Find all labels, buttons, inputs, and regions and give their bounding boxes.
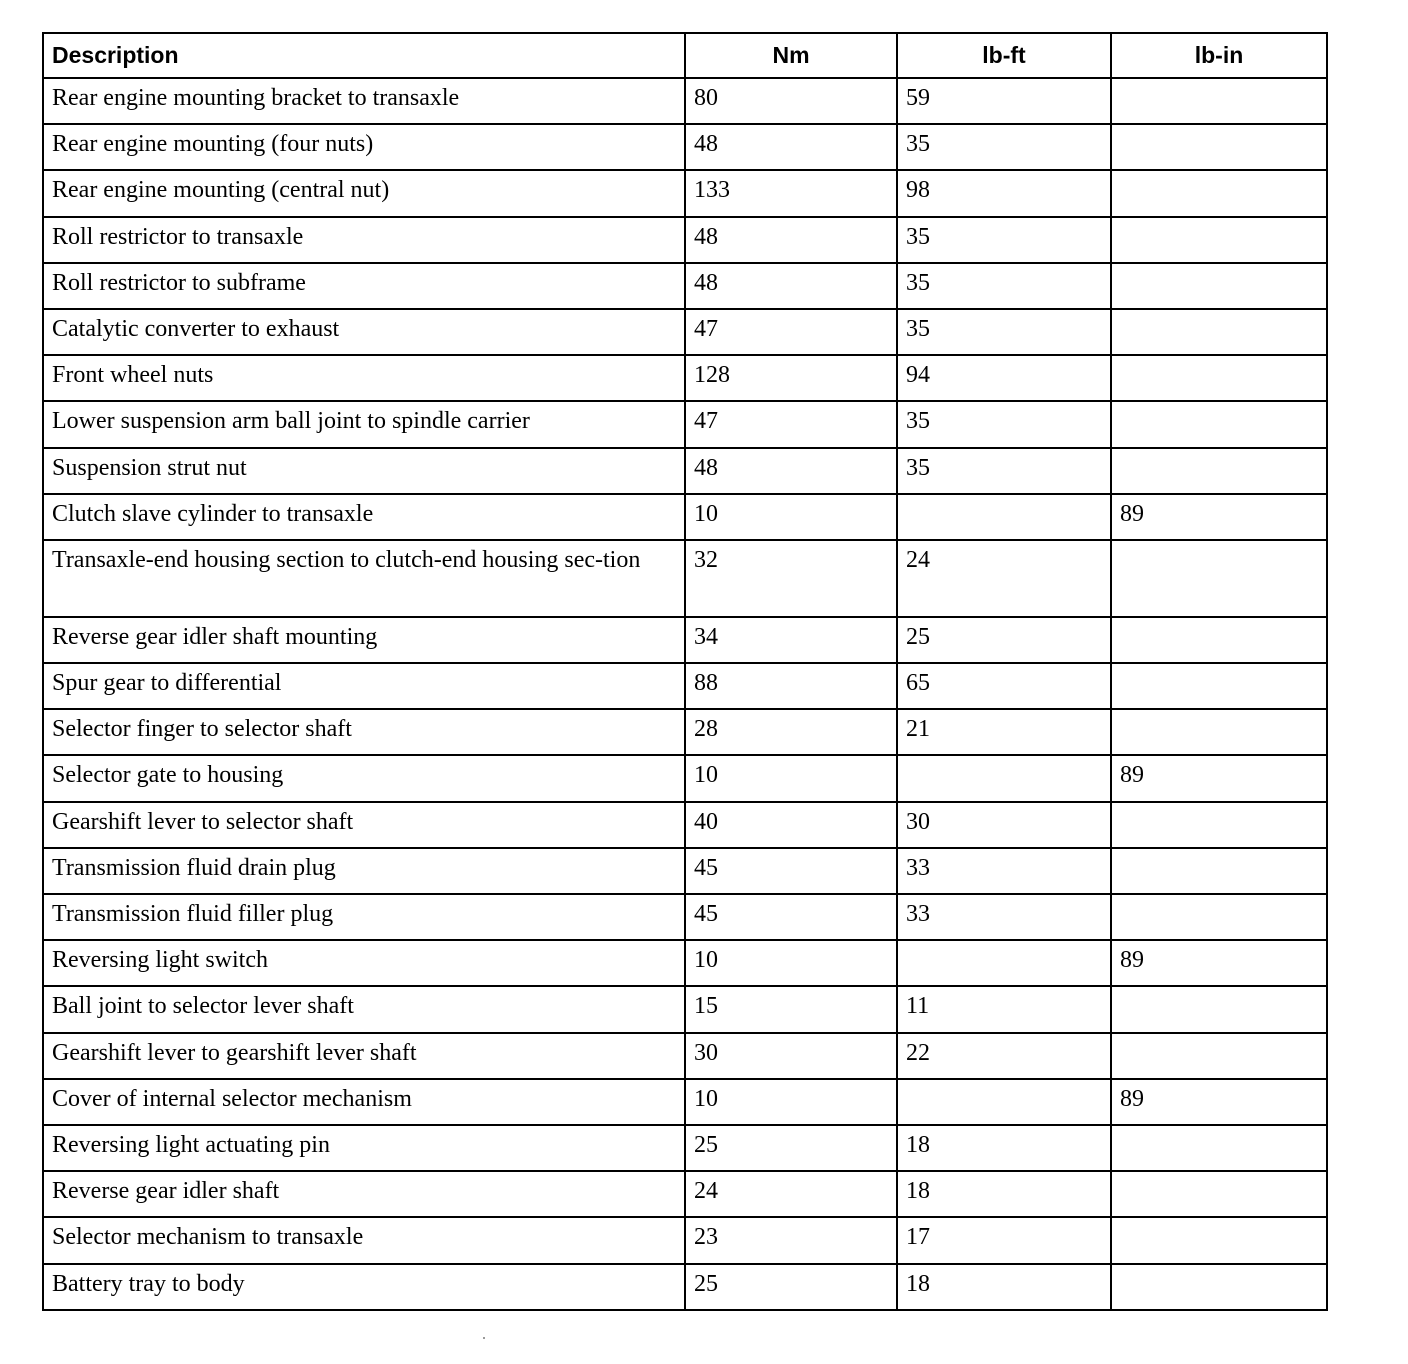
- lb-in-cell: 89: [1111, 755, 1327, 801]
- lb-ft-cell: 35: [897, 309, 1111, 355]
- lb-ft-cell: 65: [897, 663, 1111, 709]
- lb-ft-cell: 35: [897, 401, 1111, 447]
- description-cell: Reversing light actuating pin: [43, 1125, 685, 1171]
- table-row: [43, 1217, 1327, 1263]
- lb-in-cell: [1111, 170, 1327, 216]
- description-cell: Clutch slave cylinder to transaxle: [43, 494, 685, 540]
- nm-cell: 23: [685, 1217, 897, 1263]
- description-cell: Cover of internal selector mechanism: [43, 1079, 685, 1125]
- nm-cell: 80: [685, 78, 897, 124]
- table-row: [43, 802, 1327, 848]
- nm-cell: 25: [685, 1264, 897, 1310]
- table-row: [43, 894, 1327, 940]
- lb-ft-cell: 94: [897, 355, 1111, 401]
- table-row: [43, 986, 1327, 1032]
- lb-in-cell: [1111, 540, 1327, 617]
- nm-cell: 10: [685, 494, 897, 540]
- description-cell: Reversing light switch: [43, 940, 685, 986]
- table-row: [43, 309, 1327, 355]
- header-row: [43, 33, 1327, 78]
- table-row: [43, 448, 1327, 494]
- table-row: [43, 1171, 1327, 1217]
- description-cell: Transaxle-end housing section to clutch-end housing sec-tion: [43, 540, 685, 617]
- table-row: [43, 1033, 1327, 1079]
- table-row: [43, 355, 1327, 401]
- lb-ft-cell: 22: [897, 1033, 1111, 1079]
- nm-cell: 30: [685, 1033, 897, 1079]
- table-row: [43, 663, 1327, 709]
- lb-ft-cell: 24: [897, 540, 1111, 617]
- table-row: [43, 217, 1327, 263]
- description-cell: Selector gate to housing: [43, 755, 685, 801]
- lb-ft-cell: [897, 494, 1111, 540]
- table-header: [43, 33, 1327, 78]
- nm-cell: 24: [685, 1171, 897, 1217]
- nm-cell: 10: [685, 755, 897, 801]
- table-row: [43, 940, 1327, 986]
- lb-in-cell: [1111, 617, 1327, 663]
- lb-ft-cell: 18: [897, 1171, 1111, 1217]
- lb-in-cell: [1111, 355, 1327, 401]
- table-row: [43, 709, 1327, 755]
- lb-ft-cell: 59: [897, 78, 1111, 124]
- lb-in-cell: [1111, 217, 1327, 263]
- lb-ft-cell: 33: [897, 848, 1111, 894]
- table-row: [43, 124, 1327, 170]
- nm-cell: 10: [685, 940, 897, 986]
- description-cell: Ball joint to selector lever shaft: [43, 986, 685, 1032]
- table-row: [43, 755, 1327, 801]
- lb-ft-cell: [897, 1079, 1111, 1125]
- nm-cell: 48: [685, 217, 897, 263]
- description-cell: Gearshift lever to gearshift lever shaft: [43, 1033, 685, 1079]
- header-lb-ft: lb-ft: [897, 33, 1111, 78]
- nm-cell: 32: [685, 540, 897, 617]
- lb-in-cell: 89: [1111, 940, 1327, 986]
- description-cell: Selector mechanism to transaxle: [43, 1217, 685, 1263]
- header-description: Description: [43, 33, 685, 78]
- lb-in-cell: [1111, 1171, 1327, 1217]
- nm-cell: 28: [685, 709, 897, 755]
- description-cell: Reverse gear idler shaft mounting: [43, 617, 685, 663]
- description-cell: Transmission fluid filler plug: [43, 894, 685, 940]
- scan-speck: [483, 1337, 485, 1339]
- lb-ft-cell: 35: [897, 448, 1111, 494]
- lb-ft-cell: 33: [897, 894, 1111, 940]
- lb-in-cell: [1111, 1217, 1327, 1263]
- table-row: [43, 1264, 1327, 1310]
- lb-in-cell: [1111, 309, 1327, 355]
- lb-in-cell: [1111, 1264, 1327, 1310]
- table-row: [43, 401, 1327, 447]
- nm-cell: 45: [685, 848, 897, 894]
- nm-cell: 34: [685, 617, 897, 663]
- nm-cell: 47: [685, 401, 897, 447]
- description-cell: Roll restrictor to transaxle: [43, 217, 685, 263]
- nm-cell: 48: [685, 263, 897, 309]
- lb-in-cell: [1111, 663, 1327, 709]
- nm-cell: 40: [685, 802, 897, 848]
- lb-ft-cell: 25: [897, 617, 1111, 663]
- lb-in-cell: [1111, 448, 1327, 494]
- description-cell: Suspension strut nut: [43, 448, 685, 494]
- lb-in-cell: [1111, 848, 1327, 894]
- description-cell: Rear engine mounting (central nut): [43, 170, 685, 216]
- lb-ft-cell: 21: [897, 709, 1111, 755]
- lb-in-cell: [1111, 124, 1327, 170]
- description-cell: Transmission fluid drain plug: [43, 848, 685, 894]
- description-cell: Rear engine mounting bracket to transaxle: [43, 78, 685, 124]
- lb-ft-cell: 35: [897, 217, 1111, 263]
- header-nm: Nm: [685, 33, 897, 78]
- lb-in-cell: 89: [1111, 1079, 1327, 1125]
- nm-cell: 48: [685, 124, 897, 170]
- description-cell: Roll restrictor to subframe: [43, 263, 685, 309]
- header-lb-in: lb-in: [1111, 33, 1327, 78]
- lb-ft-cell: 98: [897, 170, 1111, 216]
- nm-cell: 133: [685, 170, 897, 216]
- description-cell: Spur gear to differential: [43, 663, 685, 709]
- table-row: [43, 540, 1327, 617]
- description-cell: Catalytic converter to exhaust: [43, 309, 685, 355]
- lb-in-cell: [1111, 263, 1327, 309]
- lb-ft-cell: 35: [897, 263, 1111, 309]
- lb-in-cell: [1111, 1033, 1327, 1079]
- nm-cell: 88: [685, 663, 897, 709]
- description-cell: Rear engine mounting (four nuts): [43, 124, 685, 170]
- table-row: [43, 1125, 1327, 1171]
- table-row: [43, 170, 1327, 216]
- lb-in-cell: [1111, 1125, 1327, 1171]
- nm-cell: 45: [685, 894, 897, 940]
- description-cell: Gearshift lever to selector shaft: [43, 802, 685, 848]
- table-row: [43, 848, 1327, 894]
- lb-ft-cell: 18: [897, 1125, 1111, 1171]
- nm-cell: 10: [685, 1079, 897, 1125]
- table-row: [43, 494, 1327, 540]
- table-row: [43, 1079, 1327, 1125]
- torque-spec-table: [42, 32, 1328, 1311]
- lb-in-cell: [1111, 78, 1327, 124]
- lb-in-cell: [1111, 709, 1327, 755]
- lb-ft-cell: [897, 755, 1111, 801]
- table-row: [43, 617, 1327, 663]
- table-row: [43, 263, 1327, 309]
- nm-cell: 15: [685, 986, 897, 1032]
- nm-cell: 47: [685, 309, 897, 355]
- description-cell: Battery tray to body: [43, 1264, 685, 1310]
- lb-ft-cell: 17: [897, 1217, 1111, 1263]
- table-row: [43, 78, 1327, 124]
- lb-ft-cell: 30: [897, 802, 1111, 848]
- description-cell: Lower suspension arm ball joint to spindle carrier: [43, 401, 685, 447]
- description-cell: Selector finger to selector shaft: [43, 709, 685, 755]
- lb-ft-cell: [897, 940, 1111, 986]
- description-cell: Reverse gear idler shaft: [43, 1171, 685, 1217]
- lb-in-cell: [1111, 802, 1327, 848]
- nm-cell: 25: [685, 1125, 897, 1171]
- lb-ft-cell: 11: [897, 986, 1111, 1032]
- table-body: [43, 78, 1327, 1310]
- lb-in-cell: [1111, 401, 1327, 447]
- lb-ft-cell: 18: [897, 1264, 1111, 1310]
- lb-in-cell: [1111, 894, 1327, 940]
- lb-in-cell: 89: [1111, 494, 1327, 540]
- description-cell: Front wheel nuts: [43, 355, 685, 401]
- lb-in-cell: [1111, 986, 1327, 1032]
- nm-cell: 128: [685, 355, 897, 401]
- nm-cell: 48: [685, 448, 897, 494]
- lb-ft-cell: 35: [897, 124, 1111, 170]
